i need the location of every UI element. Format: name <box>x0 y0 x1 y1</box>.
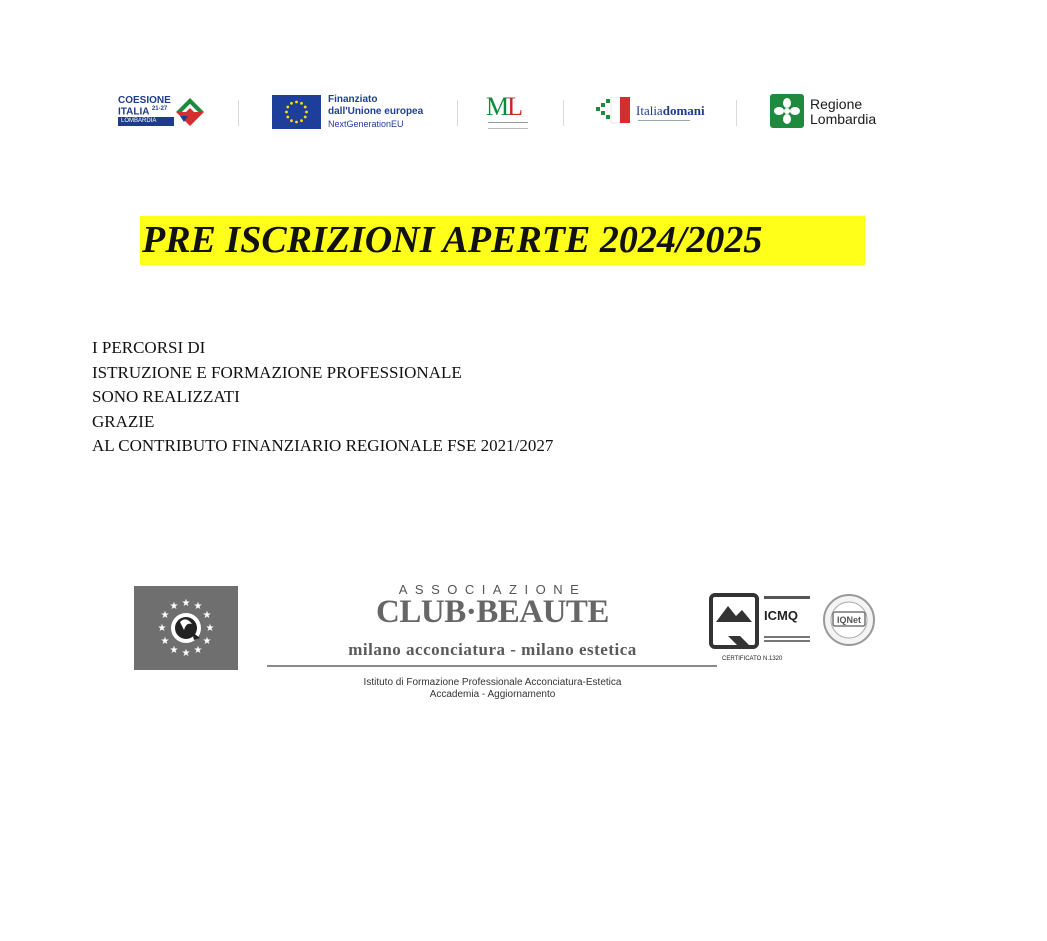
svg-text:★: ★ <box>205 623 215 634</box>
partner-logos-bar <box>110 90 900 135</box>
club-divider <box>267 665 717 667</box>
svg-text:★: ★ <box>193 601 203 612</box>
eu-flag-icon <box>272 95 321 129</box>
icmq-certification-logo <box>708 592 818 672</box>
iqnet-brand-text: IQNet <box>836 615 862 625</box>
coesione-region-band: LOMBARDIA <box>118 117 174 126</box>
svg-text:★: ★ <box>202 636 212 647</box>
statement-line: I PERCORSI DI <box>92 338 206 357</box>
eu-stars-grey-logo <box>134 586 238 670</box>
coesione-wordmark <box>118 96 171 116</box>
statement-line: GRAZIE <box>92 411 155 431</box>
eu-stars-circle-icon <box>134 586 238 670</box>
statement-line: AL CONTRIBUTO FINANZIARIO REGIONALE FSE 2021/2027 <box>92 436 554 455</box>
club-institute-line: Istituto di Formazione Professionale Acconciatura-Estetica <box>363 677 622 688</box>
eu-line3: NextGenerationEU <box>328 119 404 129</box>
club-academy-line: Accademia - Aggiornamento <box>429 689 556 700</box>
italiadomani-wordmark <box>636 103 705 119</box>
coesione-years: 21-27 <box>151 106 168 112</box>
coesione-line2: ITALIA <box>118 106 150 118</box>
svg-text:★: ★ <box>160 636 170 647</box>
club-tagline: milano acconciatura - milano estetica <box>348 640 637 659</box>
club-beaute-logo <box>265 580 720 710</box>
statement-line: ISTRUZIONE E FORMAZIONE PROFESSIONALE <box>92 362 462 382</box>
club-brand-name: CLUB·BEAUTE <box>376 594 609 630</box>
coesione-mark-icon <box>174 94 208 128</box>
funding-statement <box>92 336 553 459</box>
coesione-line1: COESIONE <box>118 95 171 106</box>
icmq-certificate-number: CERTIFICATO N.1320 <box>722 656 783 662</box>
logo-divider <box>238 100 239 126</box>
svg-text:★: ★ <box>160 610 170 621</box>
ml-letter-l: L <box>507 92 522 121</box>
svg-text:★: ★ <box>169 645 179 656</box>
svg-text:★: ★ <box>181 648 191 659</box>
iqnet-logo <box>822 593 876 647</box>
italiadomani-mark-icon <box>596 97 632 125</box>
regione-line1: Regione <box>810 96 863 112</box>
coesione-italia-logo <box>118 90 213 135</box>
headline-highlight <box>140 216 865 265</box>
regione-lombardia-logo <box>770 90 900 135</box>
ml-letter-m: M <box>486 92 508 121</box>
italiadomani-subtitle-lines <box>638 120 690 125</box>
iqnet-seal-icon <box>822 593 876 647</box>
ml-monogram <box>486 92 521 122</box>
italiadomani-logo <box>596 90 726 135</box>
eu-line1: Finanziato <box>328 94 378 105</box>
italiadomani-part2: domani <box>662 103 705 118</box>
svg-text:★: ★ <box>193 645 203 656</box>
svg-text:★: ★ <box>157 623 167 634</box>
italiadomani-part1: Italia <box>636 103 663 118</box>
svg-text:★: ★ <box>169 601 179 612</box>
logo-divider <box>563 100 564 126</box>
eu-line2: dall'Unione europea <box>328 106 424 117</box>
logo-divider <box>736 100 737 126</box>
icmq-mark-icon <box>708 592 818 656</box>
club-association-label: ASSOCIAZIONE <box>398 582 587 597</box>
svg-text:★: ★ <box>181 598 191 609</box>
statement-line: SONO REALIZZATI <box>92 387 240 406</box>
ml-subtitle-lines <box>488 122 528 129</box>
logo-divider <box>457 100 458 126</box>
regione-line2: Lombardia <box>810 111 877 127</box>
headline-text: PRE ISCRIZIONI APERTE 2024/2025 <box>142 219 763 261</box>
icmq-brand: ICMQ <box>764 608 798 623</box>
eu-funding-logo <box>272 90 432 135</box>
regione-lombardia-icon <box>770 94 804 128</box>
ministero-lavoro-logo <box>486 90 536 135</box>
svg-text:★: ★ <box>202 610 212 621</box>
